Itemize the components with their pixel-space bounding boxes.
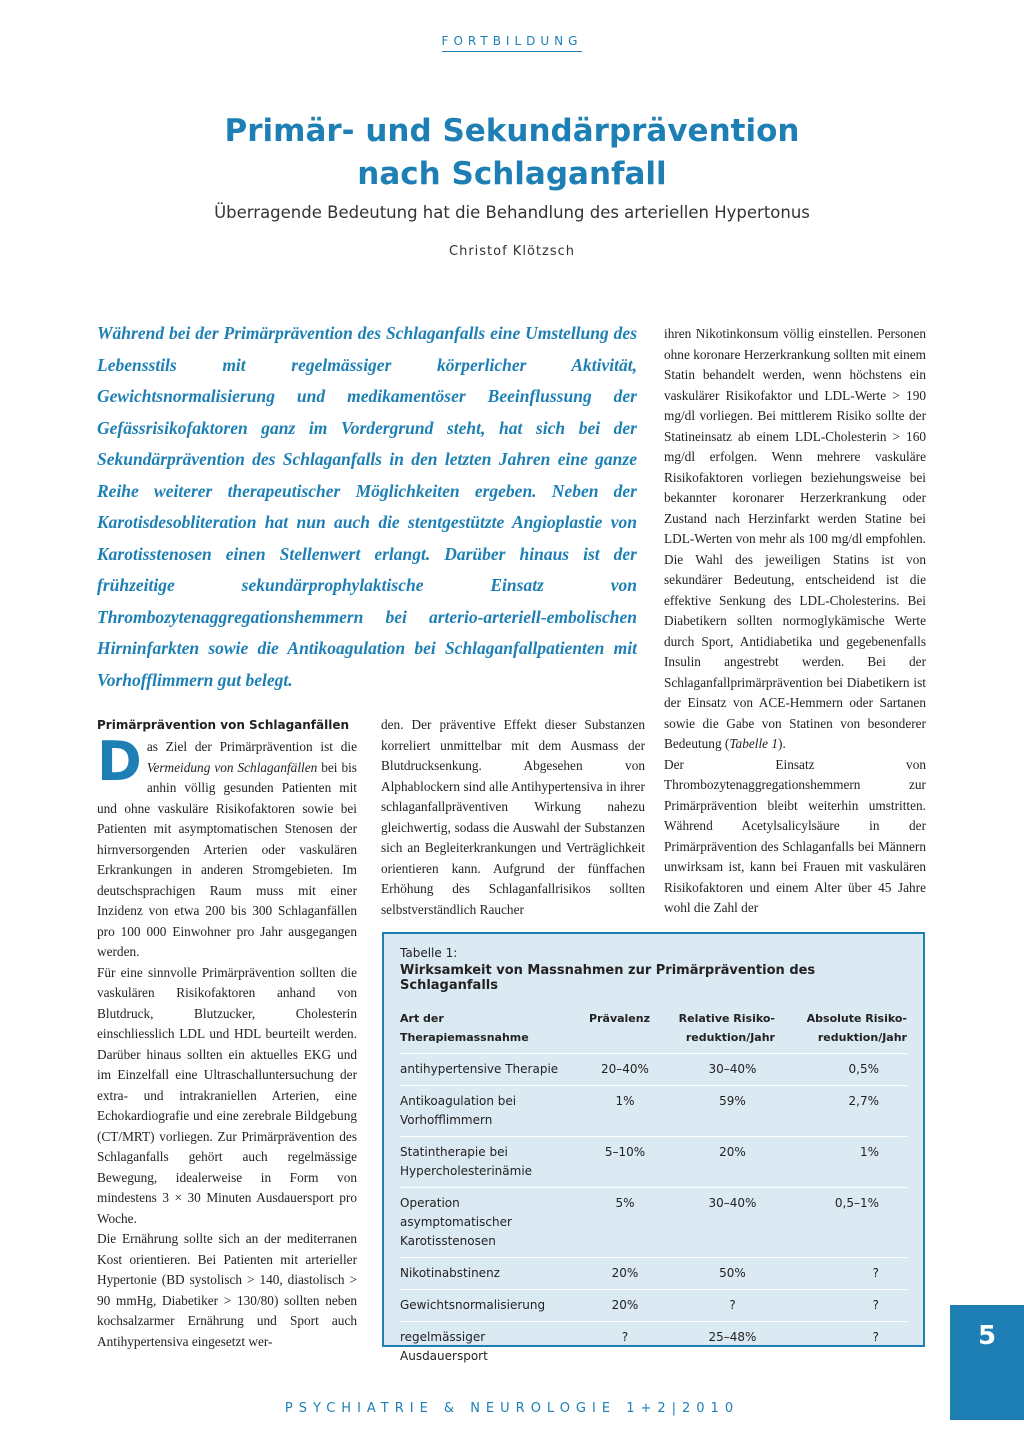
- column-right: [664, 324, 926, 919]
- article-title: [0, 110, 1024, 196]
- table-body: [400, 1054, 907, 1372]
- table-cell: ?: [872, 1266, 879, 1280]
- section-label: FORTBILDUNG: [442, 34, 583, 52]
- title-line-1: Primär- und Sekundärprävention: [224, 113, 800, 149]
- table-1: [382, 932, 925, 1363]
- table-cell: Gewichtsnormalisierung: [400, 1298, 546, 1312]
- table-cell: 25–48%: [708, 1330, 757, 1344]
- table-cell: 59%: [719, 1094, 746, 1108]
- table-reference: Tabelle 1: [729, 736, 779, 751]
- table-cell: ?: [621, 1330, 629, 1344]
- table-cell: ?: [872, 1298, 879, 1312]
- table-cell: regelmässiger Ausdauersport: [400, 1330, 488, 1363]
- table-cell: antihypertensive Therapie: [400, 1062, 559, 1076]
- table-cell: 1%: [615, 1094, 635, 1108]
- table-cell: 1%: [859, 1145, 879, 1159]
- left-paragraph-1-a: as Ziel der Primärprävention ist die: [146, 739, 357, 754]
- table-header-prevalence: Prävalenz: [589, 1012, 650, 1025]
- table-cell: 20%: [611, 1298, 639, 1312]
- table-header-relative-reduction: Relative Risiko-reduktion/Jahr: [678, 1012, 775, 1044]
- column-left: [97, 715, 357, 1352]
- right-paragraph-1: [664, 324, 926, 755]
- page-number: 5: [977, 1321, 997, 1351]
- left-paragraph-1: [97, 730, 357, 963]
- table-cell: ?: [872, 1330, 879, 1344]
- table-cell: Antikoagulation bei Vorhofflimmern: [400, 1094, 517, 1127]
- table-cell: 0,5%: [848, 1062, 879, 1076]
- table-header-row: [400, 1009, 907, 1054]
- lead-paragraph: Während bei der Primärprävention des Schlaganfalls eine Umstellung des Lebensstils mit regelmässiger körperlicher Aktivität, Gewichtsnormalisierung und medikamentöser Beeinflussung der Gefässrisikofaktoren ganz im Vordergrund steht, hat sich bei der Sekundärprävention des Schlaganfalls in den letzten Jahren eine ganze Reihe weiterer therapeutischer Möglichkeiten ergeben. Neben der Karotisdesobliteration hat nun auch die stentgestützte Angioplastie von Karotisstenosen einen Stellenwert erlangt. Darüber hinaus ist der frühzeitige sekundärprophylaktische Einsatz von Thrombozytenaggregationshemmern bei arterio-arteriell-embolischen Hirninfarkten sowie die Antikoagulation bei Schlaganfallpatienten mit Vorhofflimmern gut belegt.: [97, 323, 637, 690]
- table-row: [400, 1322, 907, 1372]
- table-cell: 5%: [615, 1196, 635, 1210]
- table-cell: 2,7%: [848, 1094, 879, 1108]
- table-row: [400, 1137, 907, 1188]
- table-cell: 20%: [719, 1145, 746, 1159]
- right-paragraph-1-text: ihren Nikotinkonsum völlig einstellen. Personen ohne koronare Herzerkrankung sollten mit einem Statin behandelt werden, wenn höchstens ein vaskulärer Risikofaktor und LDL-Werte > 190 mg/dl vorliegen. Bei mittlerem Risiko sollte der Statineinsatz ab einem LDL-Cholesterin > 160 mg/dl erfolgen. Wenn mehrere vaskuläre Risikofaktoren vorliegen beziehungsweise bei bekannter koronarer Herzerkrankung oder Zustand nach Herzinfarkt werden Statine bei LDL-Werten von mehr als 100 mg/dl empfohlen. Die Wahl des jeweiligen Statins ist von sekundärer Bedeutung, entscheidend ist die effektive Senkung des LDL-Cholesterins. Bei Diabetikern sollten normoglykämische Werte durch Sport, Antidiabetika und gegebenenfalls Insulin angestrebt werden. Bei der Schlaganfallprimärprävention bei Diabetikern ist der Einsatz von ACE-Hemmern oder Sartanen sowie die Gabe von Statinen von besonderer Bedeutung (: [664, 326, 926, 751]
- right-paragraph-1-end: ).: [778, 736, 786, 751]
- left-paragraph-3: Die Ernährung sollte sich an der mediterranen Kost orientieren. Bei Patienten mit arterieller Hypertonie (BD systolisch > 140, diastolisch > 90 mmHg, Diabetiker > 130/80) sollten neben kochsalzarmer Ernährung und Sport auch Antihypertensiva eingesetzt wer-: [97, 1231, 357, 1349]
- article-author: Christof Klötzsch: [449, 244, 575, 259]
- table-cell: ?: [729, 1298, 736, 1312]
- table-cell: 50%: [719, 1266, 746, 1280]
- table-cell: 20–40%: [601, 1062, 649, 1076]
- section-header: [0, 32, 1024, 52]
- article-subtitle: Überragende Bedeutung hat die Behandlung des arteriellen Hypertonus: [214, 203, 810, 222]
- table-header-absolute-reduction: Absolute Risiko-reduktion/Jahr: [806, 1012, 907, 1044]
- table-cell: Operation asymptomatischer Karotisstenosen: [400, 1196, 512, 1248]
- table-cell: 30–40%: [708, 1062, 757, 1076]
- table-header-measure: Art der Therapiemassnahme: [400, 1012, 529, 1044]
- table-label: Tabelle 1:: [400, 946, 458, 960]
- table-row: [400, 1054, 907, 1086]
- table-cell: 30–40%: [708, 1196, 757, 1210]
- column-middle: [381, 715, 645, 920]
- table-row: [400, 1258, 907, 1290]
- drop-cap: D: [97, 730, 142, 793]
- table-cell: Statintherapie bei Hypercholesterinämie: [400, 1145, 533, 1178]
- table-cell: Nikotinabstinenz: [400, 1266, 500, 1280]
- left-paragraph-1-b: bei bis anhin völlig gesunden Patienten mit und ohne vaskuläre Risikofaktoren sowie bei Patienten mit asymptomatischen Stenosen der hirnversorgenden Arterien oder vaskulären Erkrankungen in anderen Stromgebieten. Im deutschsprachigen Raum muss mit einer Inzidenz von etwa 200 bis 300 Schlaganfällen pro 100 000 Einwohner pro Jahr ausgegangen werden.: [97, 759, 357, 959]
- section-heading: Primärprävention von Schlaganfällen: [97, 718, 350, 732]
- left-paragraph-2: Für eine sinnvolle Primärprävention sollten die vaskulären Risikofaktoren anhand von Blutdruck, Blutzucker, Cholesterin einschliesslich LDL und HDL beurteilt werden. Darüber hinaus sollten ein aktuelles EKG und im Einzelfall eine Ultraschalluntersuchung der extra- und intrakraniellen Arterien, eine Echokardiografie und eine zerebrale Bildgebung (CT/MRT) vorliegen. Zur Primärprävention des Schlaganfalls gehört auch regelmässige Bewegung, idealerweise in Form von mindestens 3 × 30 Minuten Ausdauersport pro Woche.: [97, 964, 357, 1226]
- journal-footer: PSYCHIATRIE & NEUROLOGIE 1+2|2010: [284, 1401, 740, 1416]
- table-row: [400, 1086, 907, 1137]
- title-line-2: nach Schlaganfall: [357, 156, 667, 192]
- table-row: [400, 1290, 907, 1322]
- table-cell: 0,5–1%: [834, 1196, 879, 1210]
- table-row: [400, 1188, 907, 1258]
- table-cell: 5–10%: [604, 1145, 646, 1159]
- right-paragraph-2: Der Einsatz von Thrombozytenaggregationshemmern zur Primärprävention bleibt weiterhin umstritten. Während Acetylsalicylsäure in der Primärprävention des Schlaganfalls bei Männern unwirksam ist, kann bei Frauen mit vaskulären Risikofaktoren und einem Alter über 45 Jahre wohl die Zahl der: [664, 756, 926, 915]
- mid-paragraph-1: den. Der präventive Effekt dieser Substanzen korreliert unmittelbar mit dem Ausmass der Blutdrucksenkung. Abgesehen von Alphablockern sind alle Antihypertensiva in ihrer schlaganfallpräventiven Wirkung nahezu gleichwertig, sodass die Auswahl der Substanzen sich an Begleiterkrankungen und Verträglichkeit orientieren kann. Aufgrund der fünffachen Erhöhung des Schlaganfallrisikos sollten selbstverständlich Raucher: [381, 717, 645, 917]
- left-paragraph-1-emphasis: Vermeidung von Schlaganfällen: [146, 759, 318, 775]
- table-title: Wirksamkeit von Massnahmen zur Primärprävention des Schlaganfalls: [400, 963, 816, 993]
- table-cell: 20%: [611, 1266, 639, 1280]
